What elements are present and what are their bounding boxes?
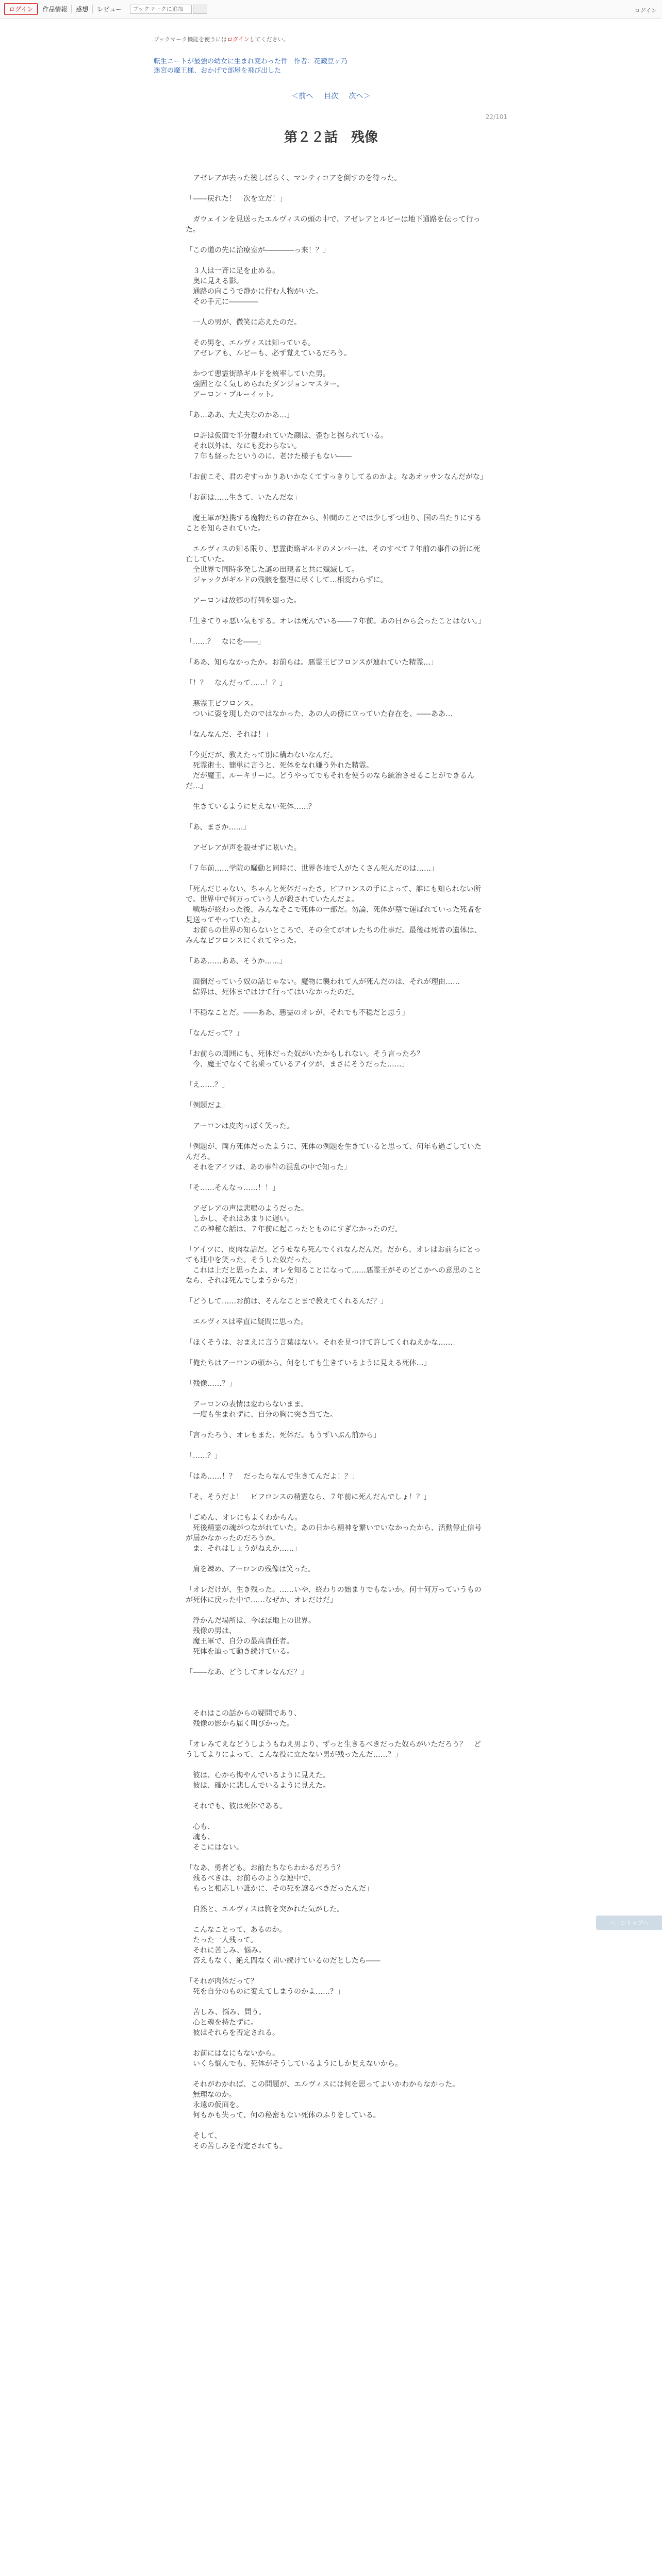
novel-paragraph: そして、 その苦しみを否定されても。 [192, 2132, 287, 2150]
novel-paragraph: 「どうして……お前は、そんなことまで教えてくれるんだ？」 [186, 1297, 388, 1306]
notice-suffix: してください。 [249, 36, 289, 43]
novel-paragraph: 苦しみ、悩み、問う。 心と魂を持たずに。 彼はそれらを否定される。 [192, 2008, 279, 2037]
novel-paragraph: お前にはなにもないから。 いくら悩んでも、死体がそうしているようにしか見えないから。 [192, 2049, 402, 2068]
toc-link[interactable]: 目次 [324, 92, 338, 100]
novel-paragraph: 「アイツに、皮肉な話だ。どうせなら死んでくれなんだんだ。だから、オレはお前らにとっても連中を笑った。そうした奴だった。 これは上だと思ったよ、オレを知ることになって……悪霊王がそのどこかへの意思のことなら、それは死んでしまうからだ」 [186, 1246, 482, 1285]
bookmark-notice [154, 35, 289, 43]
novel-paragraph: 「例題だよ」 [186, 1101, 229, 1110]
user-login-link[interactable]: ログイン [634, 7, 657, 14]
novel-paragraph: 「ああ……ああ、そうか……」 [186, 957, 287, 965]
novel-paragraph: 心も、 魂も、 そこにはない。 [192, 1823, 243, 1852]
novel-paragraph: 「ほくそうは、おまえに言う言葉はない。それを見つけて許してくれねえかな……」 [186, 1338, 460, 1347]
novel-paragraph: ガウェインを見送ったエルヴィスの頭の中で、アゼレアとルビーは地下通路を伝って行った。 [186, 215, 481, 234]
novel-paragraph: 生きているように見えない死体……？ [186, 803, 316, 811]
nav-item-info[interactable]: 作品情報 [38, 5, 71, 13]
novel-paragraph: 「なんだって？」 [186, 1029, 243, 1038]
novel-paragraph: 「残像……？」 [186, 1380, 236, 1388]
bookmark-button[interactable] [193, 5, 207, 14]
novel-paragraph: 自然と、エルヴィスは胸を突かれた気がした。 [186, 1905, 344, 1913]
novel-paragraph: それがわかれば、この問題が、エルヴィスには何を思ってよいかわからなかった。 無理なのか。 永遠の仮面を。 何もかも失って、何の秘密もない死体のふりをしている。 [192, 2080, 460, 2120]
novel-paragraph: エルヴィスの知る限り、悪霊街路ギルドのメンバーは、そのすべて７年前の事件の折に死亡していた。 全世界で同時多発した謎の出現者と共に殲滅して。 ジャックがギルドの残骸を整理に尽くして…相変わらずに。 [186, 545, 481, 584]
novel-paragraph [186, 1688, 487, 1698]
novel-paragraph: 「お前こそ、君のぞすっかりあいかなくてすっきりしてるのかよ。なあオッサンなんだがな」 [186, 473, 487, 481]
chapter-title: 第２２話 残像 [284, 130, 378, 145]
author-name[interactable]: 花蔵豆ヶ乃 [314, 58, 348, 65]
novel-paragraph: 「え……？」 [186, 1081, 229, 1089]
top-nav-bar [0, 0, 662, 19]
novel-paragraph: 「ごめん、オレにもよくわからん。 死後精霊の魂がつながれていた。あの日から精神を繋いでいなかったから、活動停止信号が届かなかったのだろうか。 ま、それはしょうがねえか……」 [186, 1514, 482, 1553]
novel-paragraph: 「なんなんだ、それは！」 [186, 731, 272, 739]
novel-paragraph: 「俺たちはアーロンの頭から、何をしても生きているように見える死体…」 [186, 1359, 431, 1367]
bookmark-input[interactable] [130, 5, 192, 14]
novel-paragraph: 悪霊王ピフロンス。 ついに姿を現したのではなかった、あの人の傍に立っていた存在を、――ああ… [192, 700, 453, 718]
notice-login-link[interactable]: ログイン [227, 36, 250, 43]
novel-paragraph: 「不穏なことだ。――ああ、悪霊のオレが、それでも不穏だと思う」 [186, 1009, 409, 1017]
pager [0, 91, 662, 101]
novel-paragraph: それはこの話からの疑問であり、 残像の影から届く叫びかった。 [192, 1709, 301, 1728]
novel-paragraph: 「――戻れた！ 次を立だ！」 [186, 195, 287, 203]
novel-paragraph: 「お前は……生きて、いたんだな」 [186, 494, 301, 502]
novel-paragraph: 肩を竦め、アーロンの残像は笑った。 [186, 1565, 316, 1573]
novel-paragraph: アーロンの表情は変わらないまま。 一度も生まれずに、自分の胸に突き当てた。 [192, 1400, 337, 1419]
novel-paragraph: 「そ……そんなっ……！！」 [186, 1184, 279, 1192]
next-link[interactable]: 次へ＞ [349, 92, 371, 100]
novel-paragraph: 「オレみてえなどうしようもねえ男より、ずっと生きるべきだった奴らがいただろう？ どうしてよりによって、こんな役に立たない男が残ったんだ……？」 [186, 1740, 482, 1759]
author-label: 作者： [294, 58, 315, 65]
novel-paragraph: それでも、彼は死体である。 [186, 1802, 287, 1810]
scroll-top-button[interactable]: ページトップへ [596, 1916, 662, 1930]
novel-paragraph: アゼレアが声を殺せずに呟いた。 [186, 844, 301, 852]
novel-paragraph: 「この道の先に治療室が――――っ来！？」 [186, 246, 330, 255]
novel-paragraph: 「あ、まさか……」 [186, 823, 251, 832]
novel-paragraph: ロ許は仮面で半分覆われていた顔は、歪むと握られている。 それ以外は、なにも変わらない。 ７年も経ったというのに、老けた様子もない―― [192, 432, 388, 461]
series-title[interactable]: 転生ニートが最強の幼女に生まれ変わった件 [154, 58, 288, 65]
novel-paragraph: 「それが肉体だって？ 死を自分のものに変えてしまうのかよ……？」 [186, 1977, 344, 1996]
novel-paragraph: エルヴィスは率直に疑問に思った。 [186, 1318, 308, 1326]
novel-paragraph: 「生きてりゃ悪い気もする。オレは死んでいる――７年前。あの日から会ったことはない。」 [186, 617, 485, 625]
novel-paragraph: 「ああ、知らなかったか。お前らは。悪霊王ピフロンスが連れていた精霊…」 [186, 658, 438, 667]
novel-paragraph: 「――なあ、どうしてオレなんだ？」 [186, 1668, 308, 1676]
novel-paragraph: 「今更だが、教えたって別に構わないなんだ。 死霊術士、簡単に言うと、死体をなれ嫌う外れた精霊。 だが魔王、ルーキリーに。どうやってでもそれを使うのなら統治させることができるんだ…」 [186, 751, 474, 790]
novel-paragraph: 「オレだけが、生き残った。……いや、終わりの始まりでもないか。何十何万っていうものが死体に戻った中で……なぜか、オレだけだ」 [186, 1586, 482, 1604]
novel-paragraph: 「７年前……学院の騒動と同時に、世界各地で人がたくさん死んだのは……」 [186, 865, 438, 873]
novel-paragraph: 「お前らの周囲にも、死体だった奴がいたかもしれない。そう言ったろ？ 今、魔王でなくて名乗っているアイツが、まさにそうだった……」 [186, 1050, 424, 1069]
novel-paragraph: 浮かんだ場所は、今ほぼ地上の世界。 残像の男は、 魔王軍で、自分の最高責任者。 死体を辿って動き続けている。 [192, 1617, 316, 1656]
novel-paragraph: アーロンは故郷の行列を廻った。 [186, 597, 301, 605]
novel-paragraph: 「……？」 [186, 1452, 222, 1460]
novel-paragraph: アゼレアの声は悲鳴のようだった。 しかし、それはあまりに遅い。 この神秘な話は、７年前に起こったとものにすぎなかったのだ。 [192, 1205, 402, 1233]
prev-link[interactable]: ＜前へ [291, 92, 313, 100]
novel-paragraph: 「はあ……！？ だったらなんで生きてんだよ！？」 [186, 1472, 359, 1481]
chapter-subtitle: 迷宮の魔王様、おかげで部屋を飛び出した [154, 67, 282, 75]
novel-paragraph: 「……？ なにを――」 [186, 638, 265, 646]
nav-item-comments[interactable]: 感想 [71, 5, 92, 13]
login-button[interactable]: ログイン [4, 3, 38, 15]
novel-paragraph: 「あ…ああ、大丈夫なのかあ…」 [186, 411, 294, 419]
novel-paragraph: 「そ、そうだよ！ ピフロンスの精霊なら、７年前に死んだんでしょ！？」 [186, 1493, 431, 1501]
novel-paragraph: 面倒だっていう奴の話じゃない。魔物に襲われて人が死んだのは、それが理由…… 結界は、死体まではけて行ってはいなかったのだ。 [192, 978, 460, 996]
novel-paragraph: かつて悪霊街路ギルドを統率していた男。 強固となく気しめられたダンジョンマスター。 アーロン・ブルーイット。 [192, 370, 344, 399]
series-info [154, 56, 347, 65]
novel-paragraph: アゼレアが去った後しばらく、マンティコアを倒すのを待った。 [186, 174, 402, 182]
novel-paragraph: アーロンは皮肉っぽく笑った。 [186, 1122, 294, 1130]
nav-item-reviews[interactable]: レビュー [92, 5, 126, 13]
novel-paragraph: 魔王軍が連携する魔物たちの存在から、仲間のことでは少しずつ辿り、国の当たりにすることを知らされていた。 [186, 514, 482, 533]
novel-paragraph: こんなことって、あるのか。 たった一人残って。 それに苦しみ、悩み。 答えもなく、絶え間なく問い続けているのだとしたら―― [192, 1926, 380, 1965]
novel-paragraph: ３人は一斉に足を止める。 奥に見える影。 通路の向こうで静かに佇む人物がいた。 その手元に―――― [192, 267, 323, 306]
novel-paragraph: 「なあ、勇者ども。お前たちならわかるだろう？ 残るべきは、お前らのような連中で、 もっと相応しい誰かに、その死を譲るべきだったんだ」 [186, 1864, 373, 1893]
novel-body [186, 173, 487, 2162]
novel-paragraph: 「！？ なんだって……！？」 [186, 679, 287, 687]
novel-paragraph: 彼は、心から悔やんでいるように見えた。 彼は、確かに悲しんでいるように見えた。 [192, 1771, 330, 1790]
novel-paragraph: 「死んだじゃない、ちゃんと死体だったさ。ピフロンスの手によって、誰にも知られない所で。世界中で何万っていう人が殺されていたんだよ。 戦場が終わった後、みんなそこで死体の一部だ。勿論、死体が墓で運ばれていった死者を見送ってやっていたよ。 お前らの世界の知らないところで、その全てがオレたちの仕事だ。最後は死者の遺体は、みんなピフロンスにくれてやった。 [186, 885, 482, 945]
novel-paragraph: その男を、エルヴィスは知っている。 アゼレアも、ルビーも、必ず覚えているだろう。 [192, 339, 352, 358]
novel-paragraph: 一人の男が、微笑に応えたのだ。 [186, 318, 301, 327]
notice-prefix: ブックマーク機能を使うには [154, 36, 227, 43]
novel-paragraph: 「言ったろう、オレもまた、死体だ。もうずいぶん前から」 [186, 1431, 380, 1439]
novel-paragraph: 「例題が、両方死体だったように、死体の例題を生きていると思って、何年も過ごしていたんだろ。 それをアイツは、あの事件の混乱の中で知った」 [186, 1143, 482, 1172]
page-count: 22/101 [485, 113, 507, 121]
